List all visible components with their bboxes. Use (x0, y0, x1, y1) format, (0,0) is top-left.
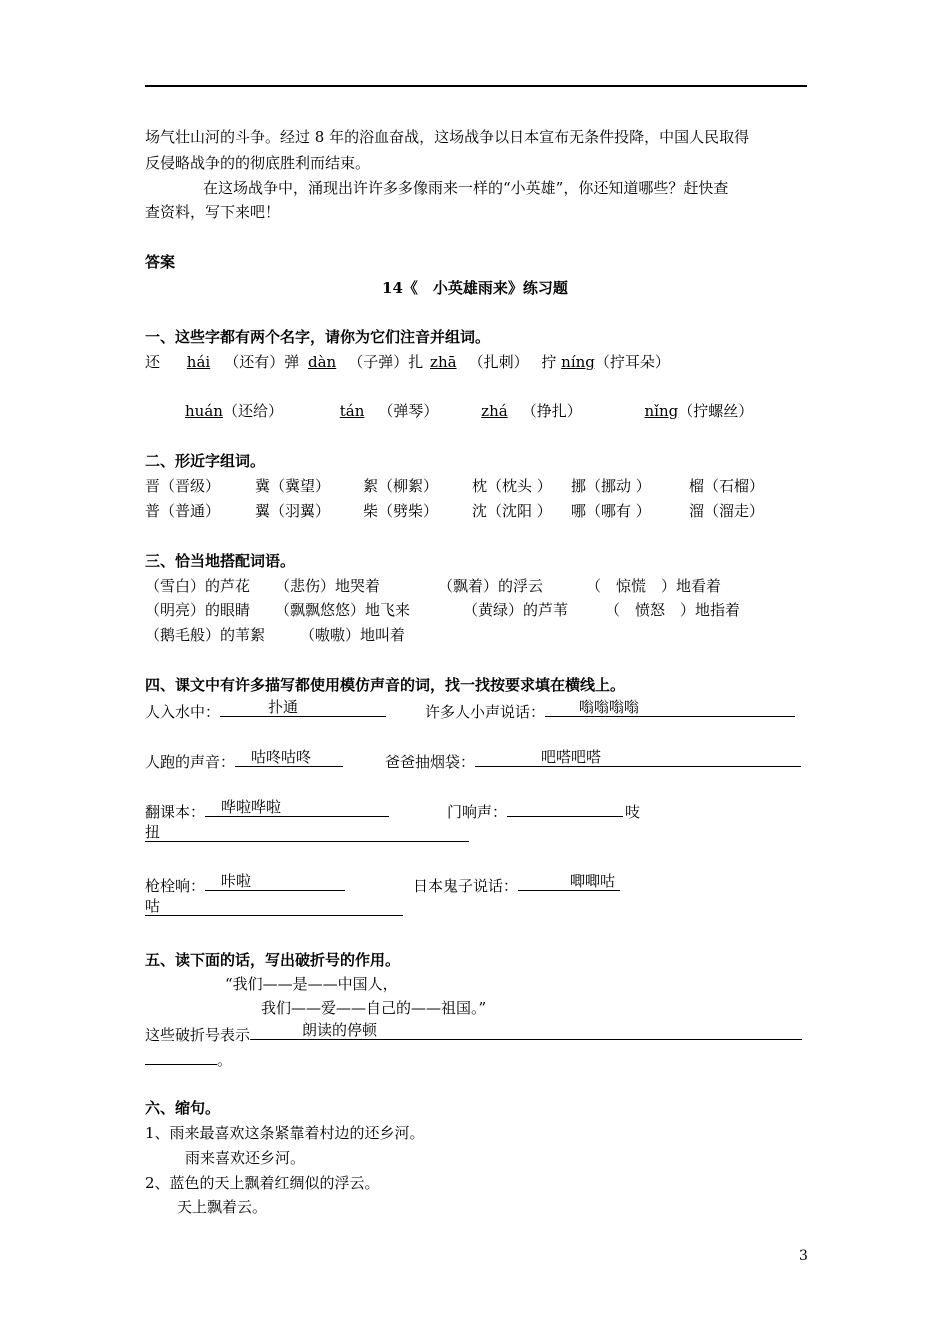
s6-answer-1: 雨来喜欢还乡河。 (185, 1149, 306, 1167)
s3-item: （ 惊慌 ）地看着 (586, 577, 722, 595)
s5-quote-2: 我们——爱——自己的——祖国。” (261, 999, 487, 1017)
s1-pinyin: nǐng (644, 402, 679, 420)
section-3-heading: 三、恰当地搭配词语。 (145, 552, 296, 570)
s4-item: 门响声： 吱 (447, 800, 640, 822)
s4-item-continued (145, 899, 403, 921)
s3-item: （ 愤怒 ）地指着 (605, 601, 741, 619)
s1-pinyin: níng (561, 353, 595, 371)
s1-word: （扎刺） (468, 353, 529, 371)
s2-item: 枕（枕头 ） (472, 477, 552, 495)
header-rule (145, 85, 807, 87)
page-title: 14《 小英雄雨来》练习题 (382, 279, 568, 297)
s4-item: 日本鬼子说话： 唧唧咕 (413, 874, 620, 896)
s3-item: （鹅毛般）的苇絮 (145, 626, 266, 644)
s4-item: 爸爸抽烟袋： 吧嗒吧嗒 (385, 750, 801, 772)
s2-item: 挪（挪动 ） (571, 477, 651, 495)
answer-text: 咔啦 (221, 872, 252, 890)
section-5-heading: 五、读下面的话，写出破折号的作用。 (145, 951, 401, 969)
s3-item: （飘着）的浮云 (438, 577, 544, 595)
answer-text: 朗读的停顿 (302, 1021, 378, 1039)
page-number: 3 (799, 1248, 808, 1264)
answer-blank (220, 700, 386, 717)
s5-quote-1: “我们——是——中国人， (225, 975, 398, 993)
s1-word: （挣扎） (521, 402, 582, 420)
answer-blank (475, 750, 801, 767)
intro-line-3: 在这场战争中，涌现出许许多多像雨来一样的“小英雄”，你还知道哪些？赶快查 (203, 179, 729, 197)
section-1-heading: 一、这些字都有两个名字，请你为它们注音并组词。 (145, 328, 491, 346)
answer-blank (545, 700, 795, 717)
s4-item: 人跑的声音： 咕咚咕咚 (145, 750, 343, 772)
s4-item: 枪栓响： 咔啦 (145, 874, 345, 896)
answer-blank (205, 800, 389, 817)
s2-item: 溜（溜走） (689, 502, 765, 520)
answer-text: 嗡嗡嗡嗡 (579, 698, 640, 716)
s1-pinyin: tán (339, 402, 365, 420)
answer-text: 咕咚咕咚 (251, 748, 312, 766)
section-2-heading: 二、形近字组词。 (145, 452, 266, 470)
s4-item-continued (145, 825, 469, 847)
answer-blank (235, 750, 343, 767)
s2-item: 柴（劈柴） (363, 502, 439, 520)
s2-item: 榴（石榴） (689, 477, 765, 495)
s1-row-2 (169, 401, 753, 421)
answer-blank (145, 825, 469, 842)
intro-line-1: 场气壮山河的斗争。经过 8 年的浴血奋战，这场战争以日本宣布无条件投降，中国人民取得 (145, 128, 750, 146)
s1-pinyin: dàn (308, 353, 337, 371)
s1-row-1 (145, 352, 670, 372)
s6-question-1: 1、雨来最喜欢这条紧靠着村边的还乡河。 (145, 1124, 425, 1142)
answer-text: 吧嗒吧嗒 (541, 748, 602, 766)
s2-item: 沈（沈阳 ） (472, 502, 552, 520)
s2-item: 翼（羽翼） (255, 502, 331, 520)
intro-line-4: 查资料，写下来吧！ (145, 203, 281, 221)
s1-char: 扎 (408, 353, 424, 371)
answer-blank (518, 874, 620, 891)
s6-question-2: 2、蓝色的天上飘着红绸似的浮云。 (145, 1174, 380, 1192)
answer-text: 哗啦哗啦 (221, 798, 282, 816)
answer-blank (250, 1023, 802, 1040)
s1-word: （还有） (224, 353, 285, 371)
s1-pinyin: hái (186, 353, 211, 371)
answer-blank (205, 874, 345, 891)
s4-item: 人入水中： 扑通 (145, 700, 386, 722)
section-4-heading: 四、课文中有许多描写都使用模仿声音的词，找一找按要求填在横线上。 (145, 676, 626, 694)
answer-blank (507, 800, 623, 817)
answer-text: 咕 (145, 897, 161, 915)
s2-item: 哪（哪有 ） (571, 502, 651, 520)
s1-word: （拧螺丝） (678, 402, 754, 420)
s4-item: 许多人小声说话： 嗡嗡嗡嗡 (425, 700, 795, 722)
answer-text: 唧唧咕 (570, 872, 616, 890)
s2-item: 絮（柳絮） (363, 477, 439, 495)
s1-char: 拧 (541, 353, 557, 371)
section-6-heading: 六、缩句。 (145, 1099, 221, 1117)
s1-pinyin: huán (185, 402, 223, 420)
answer-text: 扭 (145, 823, 161, 841)
answer-text: 扑通 (268, 698, 299, 716)
s2-item: 普（普通） (145, 502, 221, 520)
s3-item: （明亮）的眼睛 (145, 601, 251, 619)
s3-item: （飘飘悠悠）地飞来 (275, 601, 411, 619)
s1-pinyin: zhá (481, 402, 508, 420)
s2-item: 冀（冀望） (255, 477, 331, 495)
answer-heading: 答案 (145, 253, 176, 271)
answer-blank (145, 899, 403, 916)
s4-item: 翻课本： 哗啦哗啦 (145, 800, 389, 822)
s1-char: 弹 (284, 353, 300, 371)
answer-text: 吱 (625, 803, 641, 821)
s1-word: （还给） (222, 402, 283, 420)
s1-word: （拧耳朵） (594, 353, 670, 371)
s3-item: （雪白）的芦花 (145, 577, 251, 595)
s3-item: （黄绿）的芦苇 (463, 601, 569, 619)
intro-line-2: 反侵略战争的的彻底胜利而结束。 (145, 154, 371, 172)
s1-char: 还 (145, 353, 161, 371)
s1-word: （子弹） (348, 353, 409, 371)
s2-item: 晋（晋级） (145, 477, 221, 495)
answer-blank (145, 1048, 217, 1065)
s1-word: （弹琴） (378, 402, 439, 420)
s5-answer-line-2: 。 (145, 1048, 232, 1070)
s5-answer-line: 这些破折号表示 朗读的停顿 (145, 1023, 802, 1045)
s1-pinyin: zhā (430, 353, 457, 371)
s3-item: （嗷嗷）地叫着 (300, 626, 406, 644)
s3-item: （悲伤）地哭着 (275, 577, 381, 595)
s6-answer-2: 天上飘着云。 (177, 1198, 268, 1216)
